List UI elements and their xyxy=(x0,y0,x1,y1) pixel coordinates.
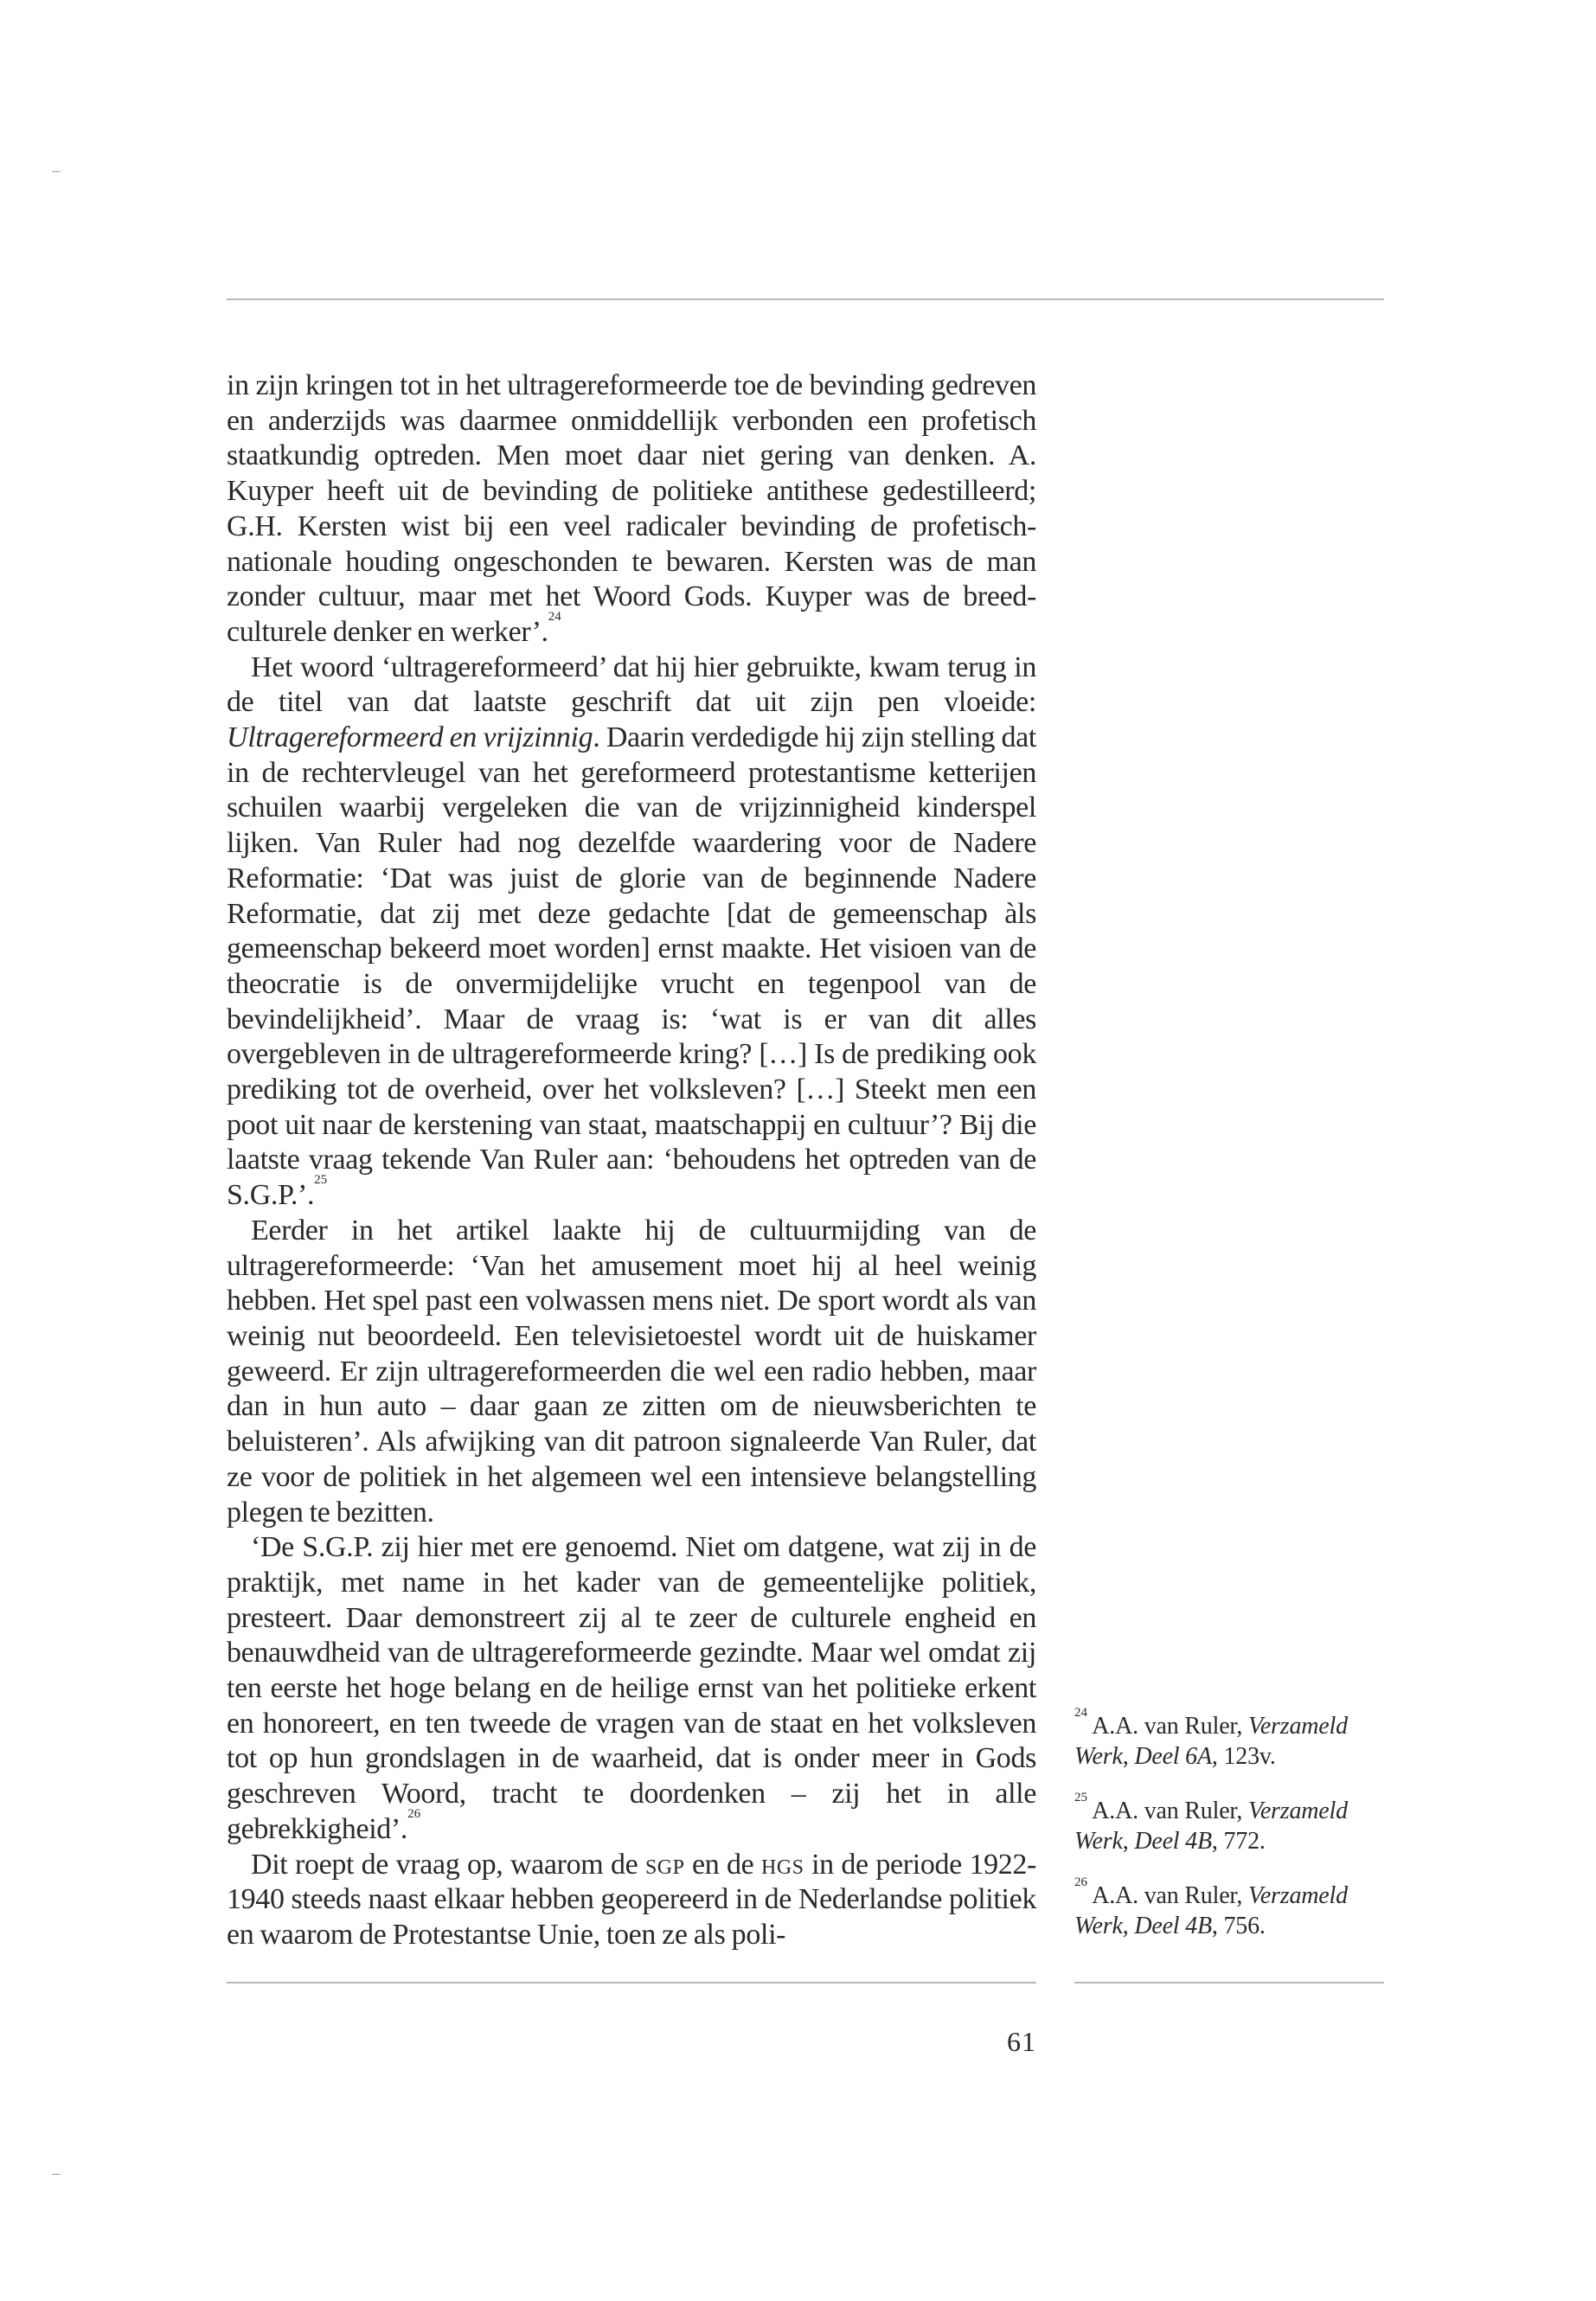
header-rule xyxy=(227,298,1384,300)
crop-mark-top xyxy=(52,171,61,172)
footnote-25: $^{25}$ A.A. van Ruler, Verzameld Werk, Deel 4B, 772. xyxy=(1074,1791,1348,1855)
crop-mark-bottom xyxy=(52,2174,61,2175)
footnote-ref-24[interactable]: 24 xyxy=(548,609,561,624)
footnote-ref-26[interactable]: 26 xyxy=(407,1806,421,1821)
footnotes xyxy=(1074,1706,1384,1965)
work-title: Ultragereformeerd en vrijzinnig xyxy=(227,721,593,754)
paragraph-5: Dit roept de vraag op, waarom de sgp en de hgs in de periode 1922-1940 steeds naast elkaar hebben geopereerd in de Nederlandse politiek en waarom de Protestantse Unie, toen ze als poli- xyxy=(227,1848,1037,1951)
footnote-ref-25[interactable]: 25 xyxy=(314,1173,328,1188)
footer-rule-main xyxy=(227,1982,1036,1984)
footer-rule-notes xyxy=(1074,1982,1384,1984)
page-number: 61 xyxy=(1007,2026,1036,2057)
footnote-26: $^{26}$ A.A. van Ruler, Verzameld Werk, Deel 4B, 756. xyxy=(1074,1875,1348,1939)
body-text xyxy=(227,369,1036,1953)
paragraph-4: ‘De S.G.P. zij hier met ere genoemd. Niet om datgene, wat zij in de praktijk, met name in het kader van de gemeentelijke politiek, presteert. Daar demonstreert zij al te zeer de culturele engheid en benauwdheid van de ultragereformeerde gezindte. Maar wel omdat zij ten eerste het hoge belang en de heilige ernst van het politieke erkent en honoreert, en ten tweede de vragen van de staat en het volksleven tot op hun grondslagen in de waarheid, dat is onder meer in Gods geschreven Woord, tracht te doordenken – zij het in alle gebrekkigheid’.$^{26}$ xyxy=(227,1531,1036,1845)
footnote-24: $^{24}$ A.A. van Ruler, Verzameld Werk, Deel 6A, 123v. xyxy=(1074,1706,1348,1770)
abbr-hgs: hgs xyxy=(760,1848,804,1881)
abbr-sgp: sgp xyxy=(644,1848,685,1881)
paragraph-3: Eerder in het artikel laakte hij de cultuurmijding van de ultragereformeerde: ‘Van het amusement moet hij al heel weinig hebben. Het spel past een volwassen mens niet. De sport wordt als van weinig nut beoordeeld. Een televisietoestel wordt uit de huiskamer geweerd. Er zijn ultragereformeerden die wel een radio hebben, maar dan in hun auto – daar gaan ze zitten om de nieuwsberichten te beluisteren’. Als afwijking van dit patroon signaleerde Van Ruler, dat ze voor de politiek in het algemeen wel een intensieve belangstelling plegen te bezitten. xyxy=(227,1214,1036,1529)
paragraph-1: in zijn kringen tot in het ultragereformeerde toe de bevinding gedreven en anderzijds was daarmee onmiddellijk verbonden een profetisch staatkundig optreden. Men moet daar niet gering van denken. A. Kuyper heeft uit de bevinding de politieke antithese gedestilleerd; G.H. Kersten wist bij een veel radicaler bevinding de profetisch-nationale houding ongeschonden te bewaren. Kersten was de man zonder cultuur, maar met het Woord Gods. Kuyper was de breed-culturele denker en werker’.$^{24}$ xyxy=(227,369,1036,648)
paragraph-2: Het woord ‘ultragereformeerd’ dat hij hier gebruikte, kwam terug in de titel van dat laatste geschrift dat uit zijn pen vloeide: Ultragereformeerd en vrijzinnig. Daarin verdedigde hij zijn stelling dat in de rechtervleugel van het gereformeerd protestantisme ketterijen schuilen waarbij vergeleken die van de vrijzinnigheid kinderspel lijken. Van Ruler had nog dezelfde waardering voor de Nadere Reformatie: ‘Dat was juist de glorie van de beginnende Nadere Reformatie, dat zij met deze gedachte [dat de gemeenschap àls gemeenschap bekeerd moet worden] ernst maakte. Het visioen van de theocratie is de onvermijdelijke vrucht en tegenpool van de bevindelijkheid’. Maar de vraag is: ‘wat is er van dit alles overgebleven in de ultragereformeerde kring? […] Is de prediking ook prediking tot de overheid, over het volksleven? […] Steekt men een poot uit naar de kerstening van staat, maatschappij en cultuur’? Bij die laatste vraag tekende Van Ruler aan: ‘behoudens het optreden van de S.G.P.’.$^{25}$ xyxy=(227,651,1037,1212)
